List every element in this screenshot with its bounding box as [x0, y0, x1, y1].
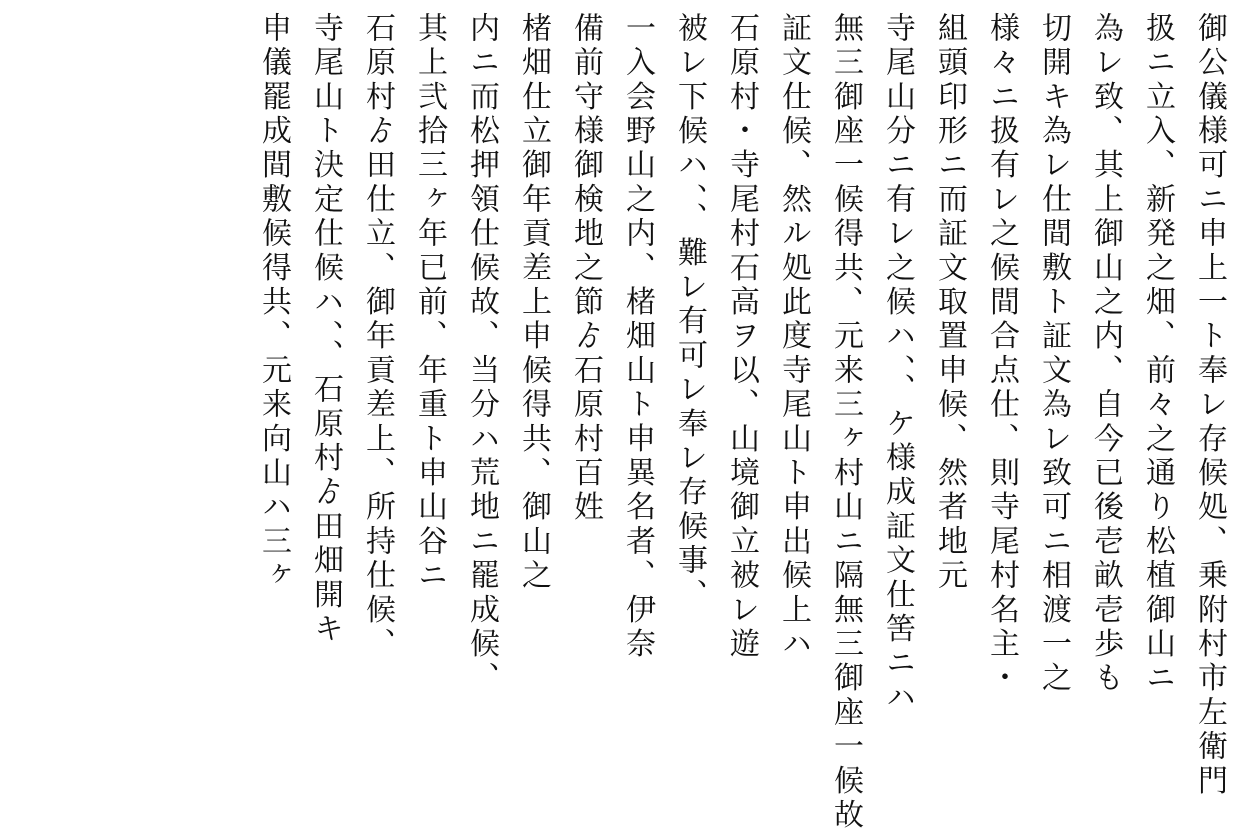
text-line: 被レ下候ハ、、難レ有可レ奉レ存候事、 [672, 12, 707, 613]
text-line: 内ニ而松押領仕候故、当分ハ荒地ニ罷成候、 [464, 12, 499, 696]
text-line: 御公儀様可ニ申上一ト奉レ存候処、乗附村市左衛門 [1192, 12, 1227, 799]
text-line: 備前守様御検地之節ゟ石原村百姓 [568, 12, 603, 525]
text-line: 一入会野山之内、楮畑山ト申異名者、伊奈 [620, 12, 655, 662]
text-line: 様々ニ扱有レ之候間合点仕、則寺尾村名主・ [984, 12, 1019, 696]
text-line: 切開キ為レ仕間敷ト証文為レ致可ニ相渡一之 [1036, 12, 1071, 696]
text-line: 楮畑仕立御年貢差上申候得共、御山之 [516, 12, 551, 594]
text-line: 石原村ゟ田仕立、御年貢差上、所持仕候、 [360, 12, 395, 662]
text-line: 寺尾山ト決定仕候ハ、、石原村ゟ田畑開キ [308, 12, 343, 647]
text-line: 申儀罷成間敷候得共、元来向山ハ三ヶ [256, 12, 291, 594]
text-line: 寺尾山分ニ有レ之候ハ、、ケ様成証文仕筈ニハ [880, 12, 915, 716]
text-line: 組頭印形ニ而証文取置申候、然者地元 [932, 12, 967, 594]
text-line: 石原村・寺尾村石高ヲ以、山境御立被レ遊 [724, 12, 759, 662]
text-line: 証文仕候、然ル処此度寺尾山ト申出候上ハ [776, 12, 811, 662]
text-line: 無三御座一候得共、元来三ヶ村山ニ隔無三御座一候故 [828, 12, 863, 833]
text-line: 扱ニ立入、新発之畑、前々之通り松植御山ニ [1140, 12, 1175, 696]
text-line: 為レ致、其上御山之内、自今已後壱畝壱歩も [1088, 12, 1123, 696]
text-line: 其上弐拾三ヶ年已前、年重ト申山谷ニ [412, 12, 447, 594]
